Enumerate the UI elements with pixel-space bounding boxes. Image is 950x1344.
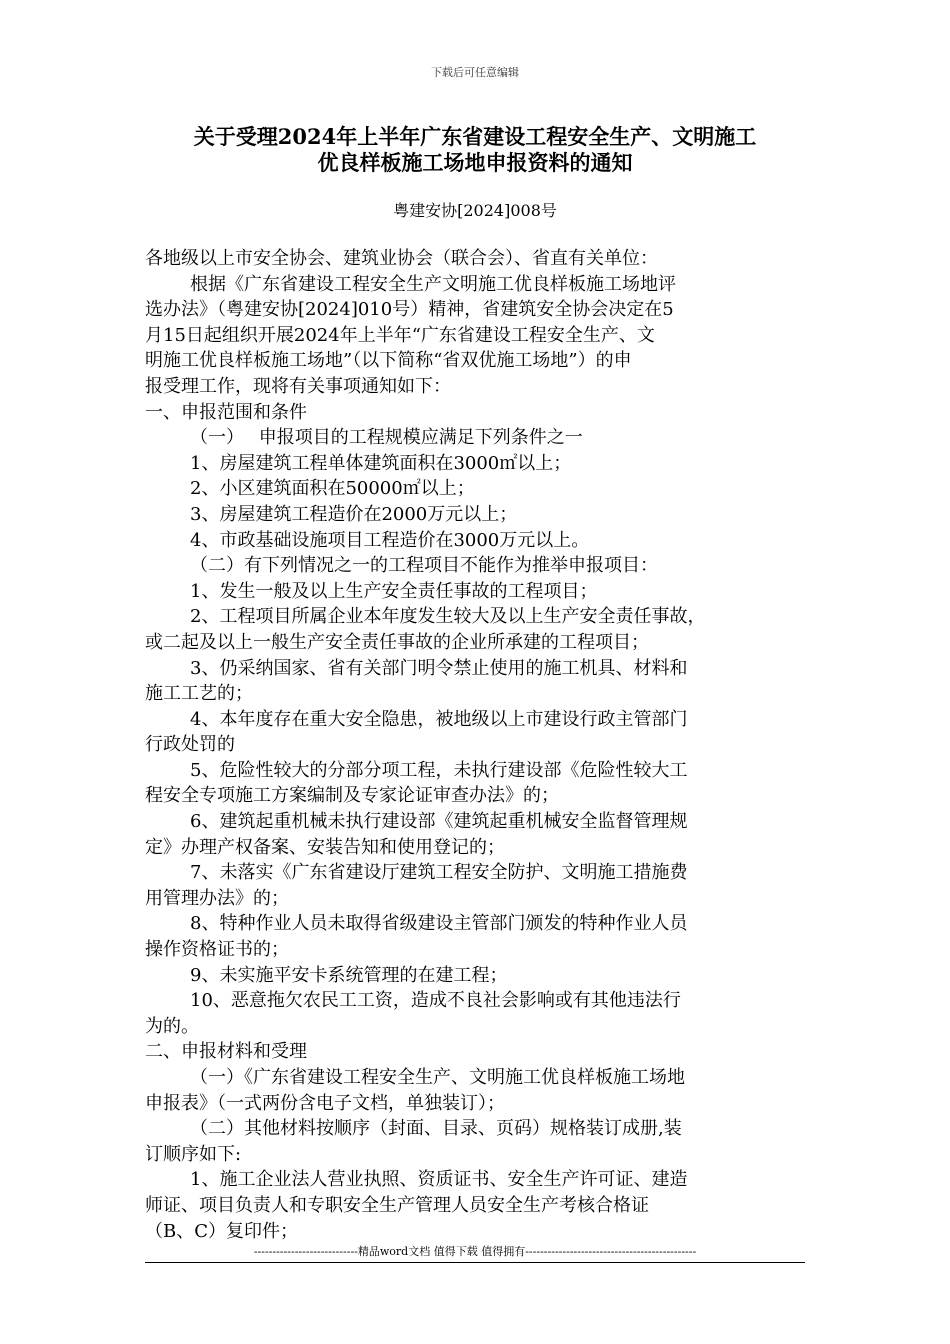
body-line: 8、特种作业人员未取得省级建设主管部门颁发的特种作业人员 bbox=[190, 913, 688, 935]
header-note: 下载后可任意编辑 bbox=[431, 66, 519, 79]
body-line: 一、申报范围和条件 bbox=[145, 401, 307, 423]
body-line: 为的。 bbox=[145, 1015, 199, 1037]
body-line: 3、仍采纳国家、省有关部门明令禁止使用的施工机具、材料和 bbox=[190, 657, 688, 679]
body-line: 订顺序如下: bbox=[145, 1143, 242, 1165]
body-line: （二）其他材料按顺序（封面、目录、页码）规格装订成册,装 bbox=[190, 1118, 682, 1140]
document-title bbox=[145, 124, 805, 176]
body-line: 月15日起组织开展2024年上半年“广东省建设工程安全生产、文 bbox=[145, 324, 655, 346]
body-line: 1、房屋建筑工程单体建筑面积在3000㎡以上； bbox=[190, 452, 572, 474]
document-number: 粤建安协[2024]008号 bbox=[393, 201, 557, 220]
body-line: 根据《广东省建设工程安全生产文明施工优良样板施工场地评 bbox=[190, 273, 676, 295]
body-line: 用管理办法》的； bbox=[145, 887, 289, 909]
body-line: 4、本年度存在重大安全隐患，被地级以上市建设行政主管部门 bbox=[190, 708, 688, 730]
body-line: 程安全专项施工方案编制及专家论证审查办法》的； bbox=[145, 785, 559, 807]
body-line: 行政处罚的 bbox=[145, 734, 235, 756]
body-line: 施工工艺的； bbox=[145, 683, 253, 705]
body-line: （一）《广东省建设工程安全生产、文明施工优良样板施工场地 bbox=[190, 1067, 685, 1088]
body-line: 9、未实施平安卡系统管理的在建工程； bbox=[190, 964, 508, 986]
body-line: 明施工优良样板施工场地”（以下简称“省双优施工场地”）的申 bbox=[145, 350, 632, 372]
body-line: 4、市政基础设施项目工程造价在3000万元以上。 bbox=[190, 529, 590, 551]
body-line: 2、小区建筑面积在50000㎡以上； bbox=[190, 478, 475, 500]
body-line: 5、危险性较大的分部分项工程，未执行建设部《危险性较大工 bbox=[190, 759, 688, 781]
body-line: 3、房屋建筑工程造价在2000万元以上； bbox=[190, 503, 518, 525]
body-line: 定》办理产权备案、安装告知和使用登记的； bbox=[145, 836, 505, 858]
body-line: 7、未落实《广东省建设厅建筑工程安全防护、文明施工措施费 bbox=[190, 862, 688, 884]
body-line: （一） 申报项目的工程规模应满足下列条件之一 bbox=[190, 427, 583, 449]
body-line: 或二起及以上一般生产安全责任事故的企业所承建的工程项目； bbox=[145, 631, 649, 653]
body-line: （二）有下列情况之一的工程项目不能作为推举申报项目： bbox=[190, 555, 658, 577]
body-line: 10、恶意拖欠农民工工资，造成不良社会影响或有其他违法行 bbox=[190, 990, 681, 1012]
body-line: 1、施工企业法人营业执照、资质证书、安全生产许可证、建造 bbox=[190, 1169, 688, 1191]
body-line: 操作资格证书的； bbox=[145, 939, 289, 961]
body-line: 申报表》（一式两份含电子文档，单独装订）； bbox=[145, 1092, 505, 1114]
footer-text: ----------------------------精品word文档 值得下载 值得拥有---------------------------------------------- bbox=[253, 1245, 697, 1258]
body-line: 师证、项目负责人和专职安全生产管理人员安全生产考核合格证 bbox=[145, 1194, 649, 1216]
body-line: 6、建筑起重机械未执行建设部《建筑起重机械安全监督管理规 bbox=[190, 811, 688, 833]
body-line: 报受理工作，现将有关事项通知如下： bbox=[145, 375, 451, 397]
body-line: 1、发生一般及以上生产安全责任事故的工程项目； bbox=[190, 580, 598, 602]
body-line: 2、工程项目所属企业本年度发生较大及以上生产安全责任事故， bbox=[190, 606, 706, 628]
body-line: 二、申报材料和受理 bbox=[145, 1041, 307, 1063]
title-line-1: 关于受理2024年上半年广东省建设工程安全生产、文明施工 bbox=[193, 124, 757, 149]
footer-rule bbox=[145, 1262, 805, 1263]
body-line: （B、C）复印件； bbox=[145, 1220, 298, 1242]
title-line-2: 优良样板施工场地申报资料的通知 bbox=[317, 150, 633, 175]
body-line: 各地级以上市安全协会、建筑业协会（联合会）、省直有关单位： bbox=[145, 248, 658, 269]
document-body bbox=[145, 246, 809, 1244]
body-line: 选办法》（粤建安协[2024]010号）精神，省建筑安全协会决定在5 bbox=[145, 299, 674, 321]
